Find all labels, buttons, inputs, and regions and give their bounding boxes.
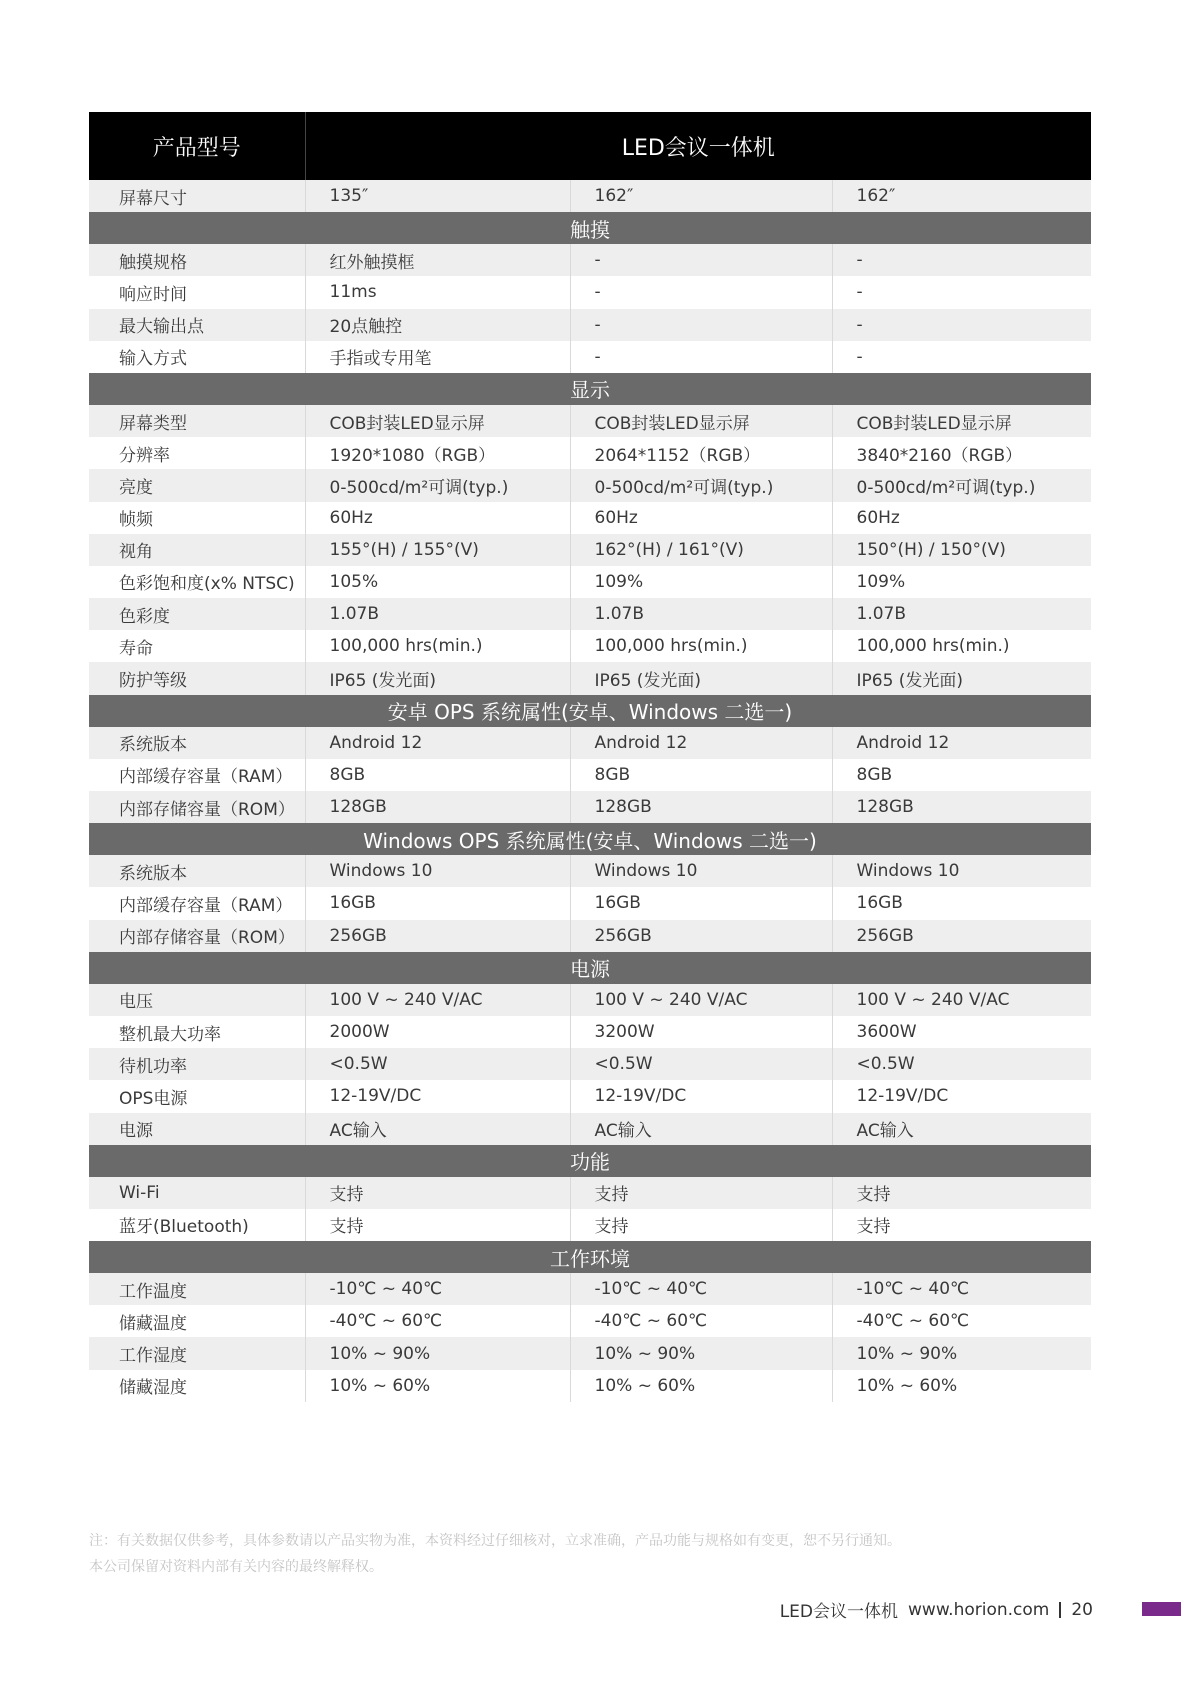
table-header xyxy=(89,112,1091,180)
cell-value: 支持 xyxy=(570,1177,832,1209)
row-label: 寿命 xyxy=(89,630,305,662)
section-title: 安卓 OPS 系统属性(安卓、Windows 二选一) xyxy=(89,695,1091,727)
cell-value: IP65 (发光面) xyxy=(570,662,832,694)
section-title: 功能 xyxy=(89,1145,1091,1177)
cell-value: 10% ~ 90% xyxy=(832,1337,1091,1369)
cell-value: 12-19V/DC xyxy=(832,1080,1091,1112)
cell-value: 8GB xyxy=(832,759,1091,791)
cell-value: Android 12 xyxy=(832,727,1091,759)
cell-value: Windows 10 xyxy=(570,855,832,887)
spec-table xyxy=(89,112,1091,1402)
cell-value: - xyxy=(832,341,1091,373)
footer-url[interactable]: www.horion.com xyxy=(908,1599,1050,1620)
cell-value: 109% xyxy=(570,566,832,598)
cell-value: 3840*2160（RGB） xyxy=(832,437,1091,469)
row-label: 分辨率 xyxy=(89,437,305,469)
spec-body xyxy=(89,180,1091,1402)
table-row xyxy=(89,630,1091,662)
cell-value: 手指或专用笔 xyxy=(305,341,570,373)
row-label: 帧频 xyxy=(89,502,305,534)
row-label: OPS电源 xyxy=(89,1080,305,1112)
row-label: 电压 xyxy=(89,984,305,1016)
cell-value: -10℃ ~ 40℃ xyxy=(305,1273,570,1305)
table-row xyxy=(89,437,1091,469)
table-row xyxy=(89,180,1091,212)
cell-value: - xyxy=(832,309,1091,341)
row-label: 色彩度 xyxy=(89,598,305,630)
cell-value: - xyxy=(570,309,832,341)
cell-value: Windows 10 xyxy=(832,855,1091,887)
cell-value: -10℃ ~ 40℃ xyxy=(832,1273,1091,1305)
table-row xyxy=(89,341,1091,373)
cell-value: -10℃ ~ 40℃ xyxy=(570,1273,832,1305)
table-row xyxy=(89,566,1091,598)
section-header xyxy=(89,952,1091,984)
cell-value: 支持 xyxy=(305,1177,570,1209)
note-line-2: 本公司保留对资料内部有关内容的最终解释权。 xyxy=(89,1559,383,1575)
cell-value: 100,000 hrs(min.) xyxy=(832,630,1091,662)
cell-value: 10% ~ 60% xyxy=(305,1370,570,1402)
cell-value: Windows 10 xyxy=(305,855,570,887)
footer-divider xyxy=(1059,1602,1061,1618)
cell-value: 支持 xyxy=(305,1209,570,1241)
cell-value: 256GB xyxy=(305,920,570,952)
row-label: 内部存储容量（ROM） xyxy=(89,791,305,823)
cell-value: 10% ~ 90% xyxy=(570,1337,832,1369)
row-label: 内部存储容量（ROM） xyxy=(89,920,305,952)
table-row xyxy=(89,534,1091,566)
row-label: 系统版本 xyxy=(89,727,305,759)
cell-value: IP65 (发光面) xyxy=(305,662,570,694)
row-label: 电源 xyxy=(89,1113,305,1145)
row-label: 内部缓存容量（RAM） xyxy=(89,887,305,919)
cell-value: 100 V ~ 240 V/AC xyxy=(570,984,832,1016)
row-label: 视角 xyxy=(89,534,305,566)
cell-value: <0.5W xyxy=(305,1048,570,1080)
table-row xyxy=(89,727,1091,759)
cell-value: 3600W xyxy=(832,1016,1091,1048)
page-number: 20 xyxy=(1071,1599,1093,1620)
table-row xyxy=(89,1305,1091,1337)
table-row xyxy=(89,244,1091,276)
cell-value: 3200W xyxy=(570,1016,832,1048)
table-row xyxy=(89,887,1091,919)
row-label: 输入方式 xyxy=(89,341,305,373)
cell-value: 162″ xyxy=(832,180,1091,212)
cell-value: 1920*1080（RGB） xyxy=(305,437,570,469)
table-row xyxy=(89,759,1091,791)
cell-value: 红外触摸框 xyxy=(305,244,570,276)
cell-value: Android 12 xyxy=(305,727,570,759)
section-header xyxy=(89,212,1091,244)
cell-value: 10% ~ 60% xyxy=(832,1370,1091,1402)
note-line-1: 注：有关数据仅供参考，具体参数请以产品实物为准，本资料经过仔细核对，立求准确，产品功能与规格如有变更，恕不另行通知。 xyxy=(89,1533,901,1549)
cell-value: - xyxy=(570,341,832,373)
cell-value: 8GB xyxy=(305,759,570,791)
table-row xyxy=(89,1209,1091,1241)
cell-value: 2064*1152（RGB） xyxy=(570,437,832,469)
cell-value: 100 V ~ 240 V/AC xyxy=(832,984,1091,1016)
cell-value: 128GB xyxy=(305,791,570,823)
cell-value: <0.5W xyxy=(832,1048,1091,1080)
cell-value: - xyxy=(832,276,1091,308)
row-label: 屏幕类型 xyxy=(89,405,305,437)
cell-value: 109% xyxy=(832,566,1091,598)
row-label: 储藏湿度 xyxy=(89,1370,305,1402)
cell-value: 支持 xyxy=(832,1177,1091,1209)
table-row xyxy=(89,469,1091,501)
table-row xyxy=(89,855,1091,887)
table-row xyxy=(89,1177,1091,1209)
section-title: 触摸 xyxy=(89,212,1091,244)
cell-value: 16GB xyxy=(832,887,1091,919)
table-row xyxy=(89,1016,1091,1048)
cell-value: 100,000 hrs(min.) xyxy=(570,630,832,662)
row-label: 蓝牙(Bluetooth) xyxy=(89,1209,305,1241)
cell-value: 8GB xyxy=(570,759,832,791)
cell-value: 16GB xyxy=(570,887,832,919)
row-label: 内部缓存容量（RAM） xyxy=(89,759,305,791)
cell-value: -40℃ ~ 60℃ xyxy=(832,1305,1091,1337)
table-row xyxy=(89,1080,1091,1112)
cell-value: - xyxy=(570,276,832,308)
footer-product: LED会议一体机 xyxy=(779,1602,899,1622)
cell-value: 20点触控 xyxy=(305,309,570,341)
cell-value: 1.07B xyxy=(832,598,1091,630)
section-title: 工作环境 xyxy=(89,1241,1091,1273)
section-header xyxy=(89,695,1091,727)
cell-value: Android 12 xyxy=(570,727,832,759)
cell-value: 2000W xyxy=(305,1016,570,1048)
row-label: 屏幕尺寸 xyxy=(89,180,305,212)
cell-value: 10% ~ 60% xyxy=(570,1370,832,1402)
section-header xyxy=(89,373,1091,405)
row-label: 触摸规格 xyxy=(89,244,305,276)
cell-value: 0-500cd/m²可调(typ.) xyxy=(305,469,570,501)
row-label: 色彩饱和度(x% NTSC) xyxy=(89,566,305,598)
cell-value: 135″ xyxy=(305,180,570,212)
cell-value: COB封装LED显示屏 xyxy=(305,405,570,437)
cell-value: 162″ xyxy=(570,180,832,212)
row-label: 防护等级 xyxy=(89,662,305,694)
cell-value: 128GB xyxy=(832,791,1091,823)
row-label: 整机最大功率 xyxy=(89,1016,305,1048)
row-label: 响应时间 xyxy=(89,276,305,308)
cell-value: 10% ~ 90% xyxy=(305,1337,570,1369)
cell-value: 16GB xyxy=(305,887,570,919)
cell-value: 0-500cd/m²可调(typ.) xyxy=(570,469,832,501)
cell-value: 1.07B xyxy=(570,598,832,630)
cell-value: 155°(H) / 155°(V) xyxy=(305,534,570,566)
cell-value: 12-19V/DC xyxy=(305,1080,570,1112)
table-row xyxy=(89,276,1091,308)
row-label: 待机功率 xyxy=(89,1048,305,1080)
cell-value: COB封装LED显示屏 xyxy=(832,405,1091,437)
cell-value: - xyxy=(832,244,1091,276)
table-row xyxy=(89,1337,1091,1369)
cell-value: 100,000 hrs(min.) xyxy=(305,630,570,662)
cell-value: 0-500cd/m²可调(typ.) xyxy=(832,469,1091,501)
row-label: 最大输出点 xyxy=(89,309,305,341)
table-row xyxy=(89,984,1091,1016)
cell-value: 12-19V/DC xyxy=(570,1080,832,1112)
table-row xyxy=(89,1048,1091,1080)
table-row xyxy=(89,405,1091,437)
cell-value: 150°(H) / 150°(V) xyxy=(832,534,1091,566)
cell-value: 60Hz xyxy=(832,502,1091,534)
row-label: Wi-Fi xyxy=(89,1177,305,1209)
table-row xyxy=(89,598,1091,630)
row-label: 储藏温度 xyxy=(89,1305,305,1337)
cell-value: 128GB xyxy=(570,791,832,823)
cell-value: 11ms xyxy=(305,276,570,308)
cell-value: IP65 (发光面) xyxy=(832,662,1091,694)
table-row xyxy=(89,309,1091,341)
cell-value: 支持 xyxy=(832,1209,1091,1241)
row-label: 系统版本 xyxy=(89,855,305,887)
cell-value: 支持 xyxy=(570,1209,832,1241)
cell-value: COB封装LED显示屏 xyxy=(570,405,832,437)
cell-value: 105% xyxy=(305,566,570,598)
cell-value: 162°(H) / 161°(V) xyxy=(570,534,832,566)
table-row xyxy=(89,662,1091,694)
cell-value: 60Hz xyxy=(305,502,570,534)
cell-value: AC输入 xyxy=(570,1113,832,1145)
table-row xyxy=(89,1113,1091,1145)
table-row xyxy=(89,1370,1091,1402)
section-header xyxy=(89,823,1091,855)
cell-value: 1.07B xyxy=(305,598,570,630)
section-title: 显示 xyxy=(89,373,1091,405)
row-label: 工作温度 xyxy=(89,1273,305,1305)
section-header xyxy=(89,1241,1091,1273)
cell-value: AC输入 xyxy=(305,1113,570,1145)
cell-value: 256GB xyxy=(570,920,832,952)
cell-value: 60Hz xyxy=(570,502,832,534)
table-row xyxy=(89,920,1091,952)
cell-value: -40℃ ~ 60℃ xyxy=(570,1305,832,1337)
row-label: 亮度 xyxy=(89,469,305,501)
cell-value: AC输入 xyxy=(832,1113,1091,1145)
cell-value: <0.5W xyxy=(570,1048,832,1080)
accent-bar xyxy=(1142,1602,1181,1616)
cell-value: 256GB xyxy=(832,920,1091,952)
table-row xyxy=(89,1273,1091,1305)
cell-value: - xyxy=(570,244,832,276)
section-title: Windows OPS 系统属性(安卓、Windows 二选一) xyxy=(89,823,1091,855)
page-footer xyxy=(780,1597,1093,1622)
table-row xyxy=(89,791,1091,823)
row-label: 工作湿度 xyxy=(89,1337,305,1369)
section-header xyxy=(89,1145,1091,1177)
cell-value: -40℃ ~ 60℃ xyxy=(305,1305,570,1337)
model-label: 产品型号 xyxy=(89,112,305,180)
table-row xyxy=(89,502,1091,534)
disclaimer-note xyxy=(89,1528,1089,1580)
section-title: 电源 xyxy=(89,952,1091,984)
product-name: LED会议一体机 xyxy=(305,112,1091,180)
cell-value: 100 V ~ 240 V/AC xyxy=(305,984,570,1016)
